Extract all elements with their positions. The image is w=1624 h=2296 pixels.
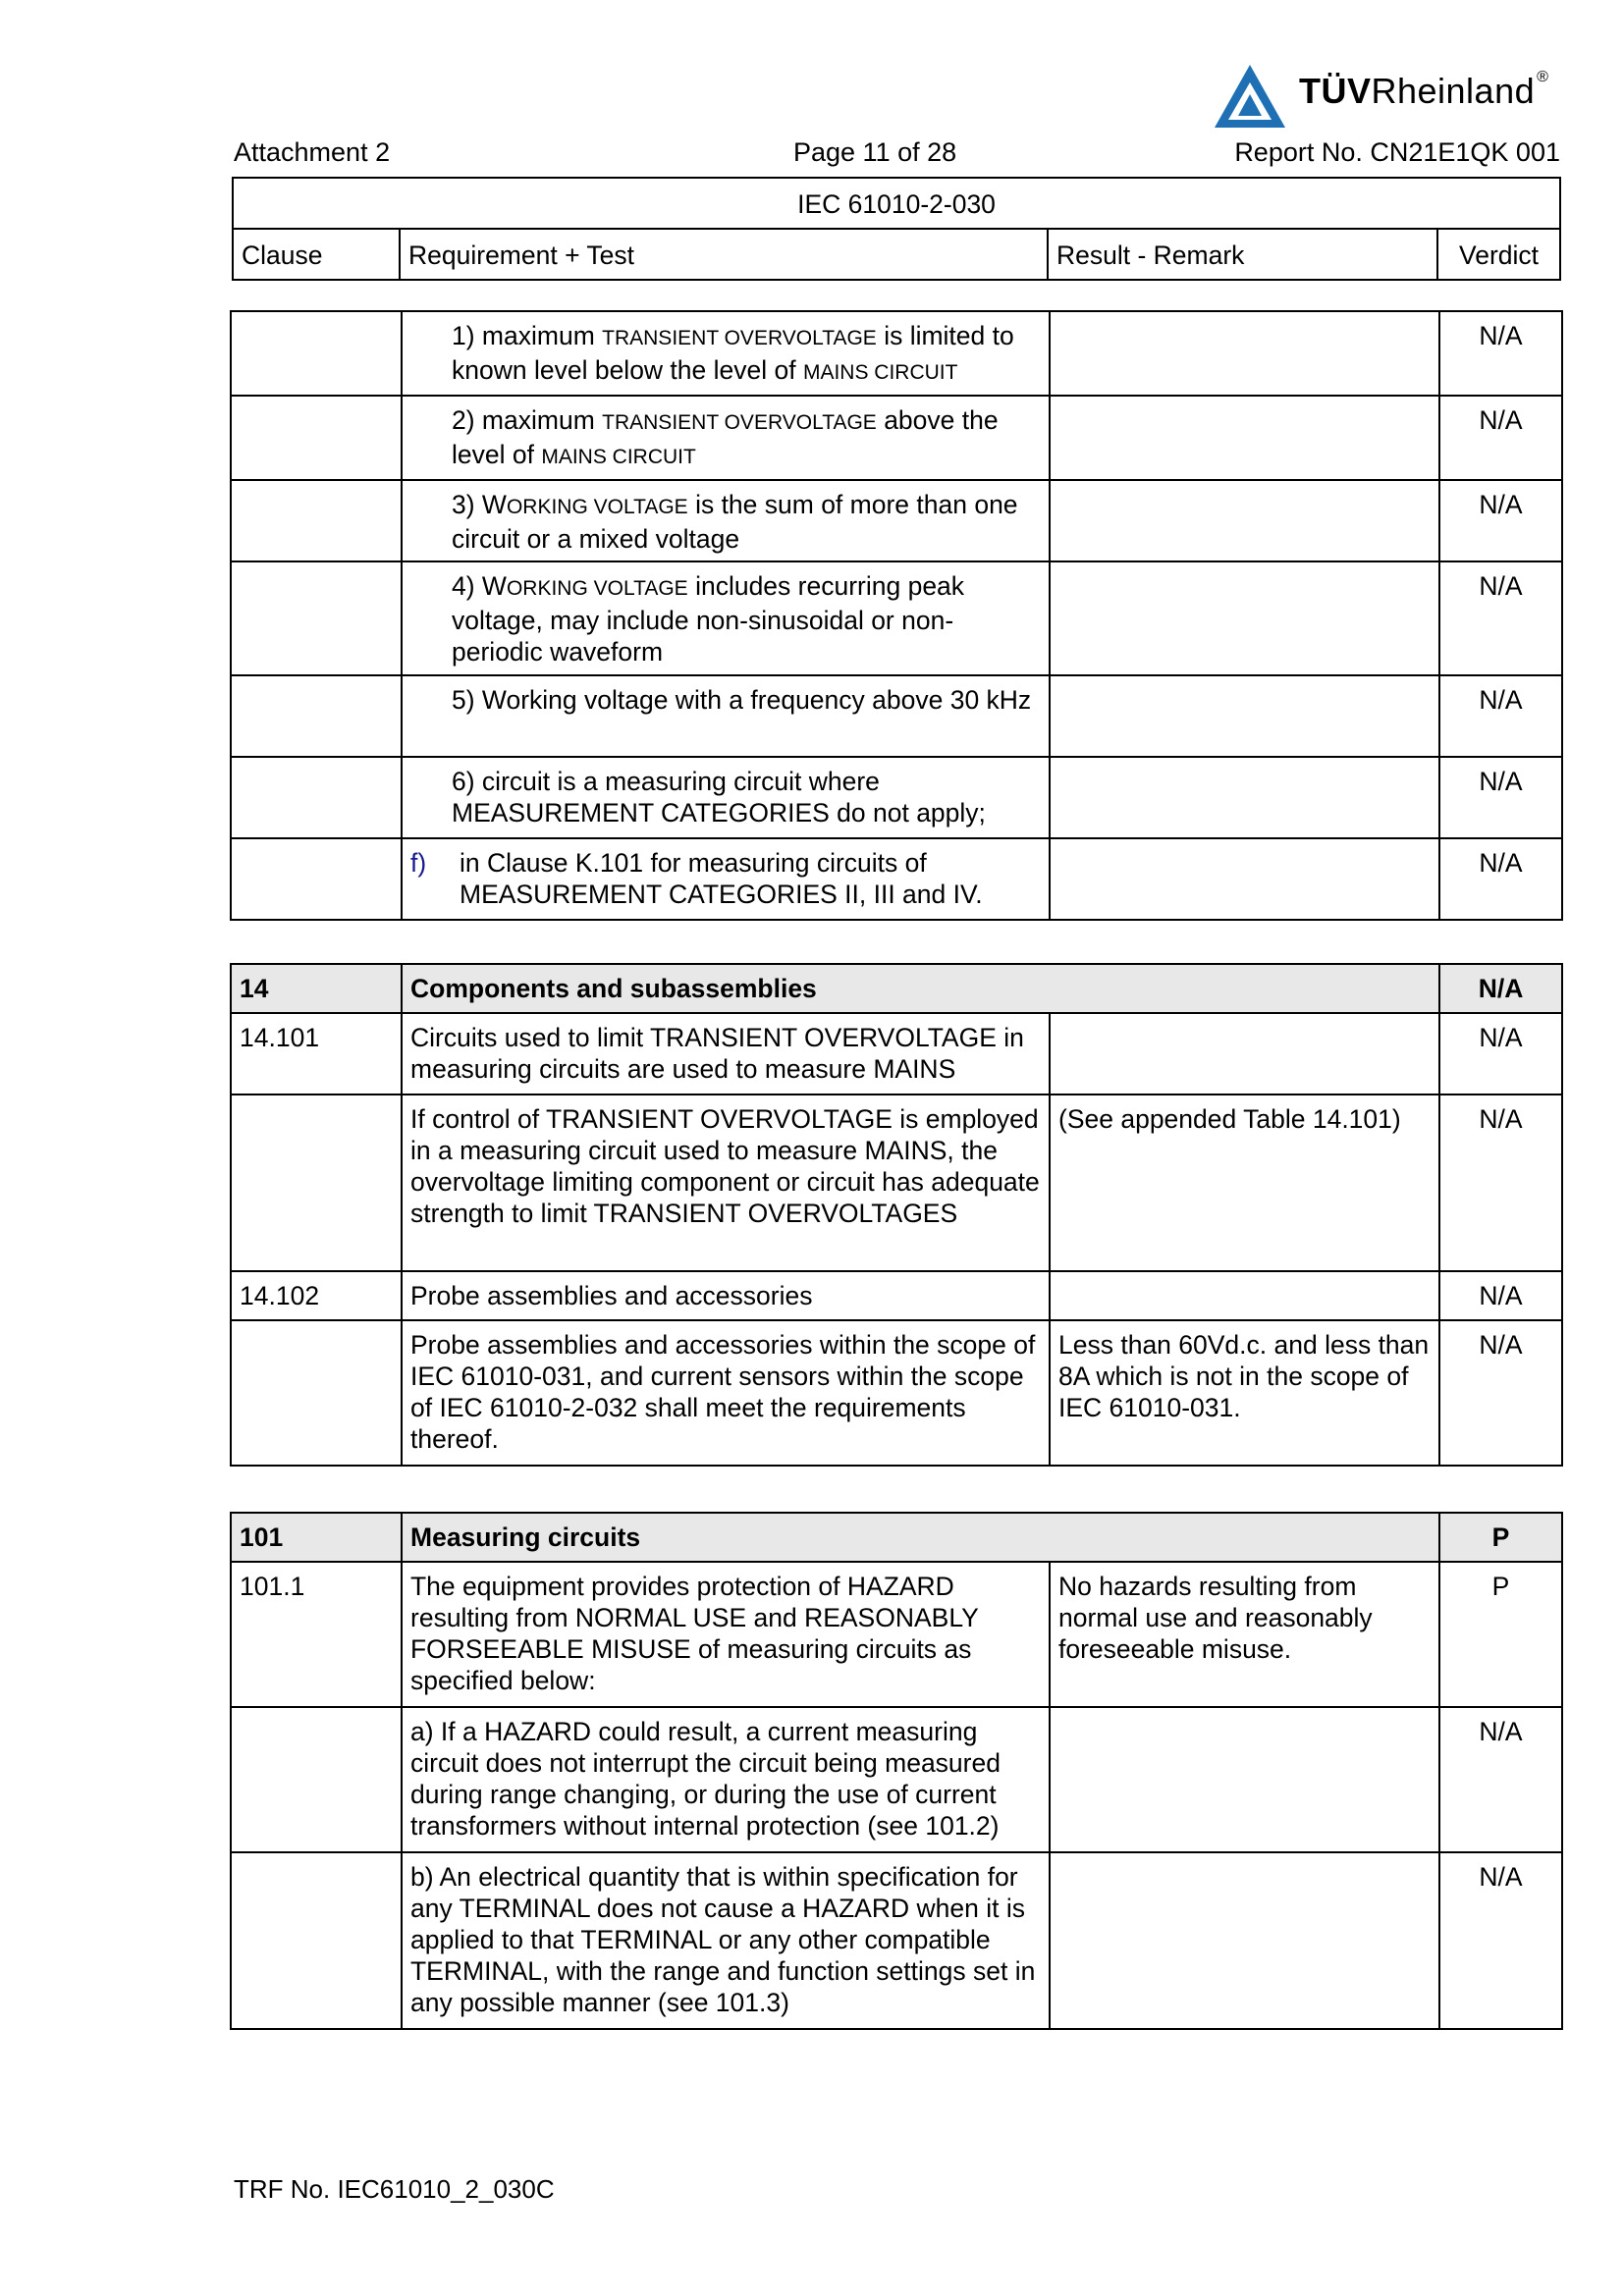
clause-cell [231, 1852, 402, 2029]
verdict-cell: N/A [1439, 561, 1562, 675]
section-title: Measuring circuits [402, 1513, 1439, 1562]
list-marker: f) [410, 848, 427, 878]
verdict-cell: N/A [1439, 1707, 1562, 1852]
verdict-cell: N/A [1439, 675, 1562, 757]
result-cell [1050, 1707, 1439, 1852]
result-cell [1050, 311, 1439, 396]
clause-cell [231, 480, 402, 561]
clause-cell [231, 1707, 402, 1852]
result-cell: No hazards resulting from normal use and reasonably foreseeable misuse. [1050, 1562, 1439, 1707]
requirement-cell: 2) maximum TRANSIENT OVERVOLTAGE above the level of MAINS CIRCUIT [402, 396, 1050, 480]
table-row [231, 1562, 1562, 1707]
clause-cell [231, 561, 402, 675]
clause-cell [231, 1095, 402, 1271]
section-title: Components and subassemblies [402, 964, 1439, 1013]
verdict-cell: N/A [1439, 838, 1562, 920]
verdict-cell: N/A [1439, 396, 1562, 480]
result-cell [1050, 480, 1439, 561]
section-verdict: N/A [1439, 964, 1562, 1013]
verdict-cell: N/A [1439, 1320, 1562, 1466]
table-row [231, 1013, 1562, 1095]
section-14-table [230, 963, 1563, 1467]
table-row [231, 1271, 1562, 1320]
result-cell [1050, 675, 1439, 757]
result-cell [1050, 396, 1439, 480]
requirement-text: in Clause K.101 for measuring circuits of MEASUREMENT CATEGORIES II, III and IV. [460, 848, 983, 909]
report-number: Report No. CN21E1QK 001 [1234, 137, 1560, 167]
col-verdict: Verdict [1437, 229, 1560, 280]
requirement-cell: 5) Working voltage with a frequency above 30 kHz [402, 675, 1050, 757]
clause-cell [231, 757, 402, 838]
requirement-cell: 6) circuit is a measuring circuit where MEASUREMENT CATEGORIES do not apply; [402, 757, 1050, 838]
result-cell [1050, 1271, 1439, 1320]
section-heading-row [231, 1513, 1562, 1562]
clause-cell [231, 396, 402, 480]
result-cell [1050, 1013, 1439, 1095]
requirement-cell [402, 838, 1050, 920]
section-heading-row [231, 964, 1562, 1013]
verdict-cell: N/A [1439, 1852, 1562, 2029]
requirement-cell: If control of TRANSIENT OVERVOLTAGE is employed in a measuring circuit used to measure MAINS, the overvoltage limiting component or circuit has adequate strength to limit TRANSIENT OVERVOLTAGES [402, 1095, 1050, 1271]
requirement-cell: Probe assemblies and accessories within the scope of IEC 61010-031, and current sensors within the scope of IEC 61010-2-032 shall meet the requirements thereof. [402, 1320, 1050, 1466]
section-clause: 101 [231, 1513, 402, 1562]
verdict-cell: N/A [1439, 480, 1562, 561]
table-row [231, 311, 1562, 396]
page-number: Page 11 of 28 [793, 137, 957, 167]
result-cell [1050, 838, 1439, 920]
table-row [231, 1095, 1562, 1271]
section-verdict: P [1439, 1513, 1562, 1562]
clause-cell: 14.101 [231, 1013, 402, 1095]
table-row [231, 675, 1562, 757]
requirement-cell: 3) WORKING VOLTAGE is the sum of more than one circuit or a mixed voltage [402, 480, 1050, 561]
table-row [231, 1707, 1562, 1852]
tuv-rheinland-logo [1215, 61, 1558, 132]
table-row [231, 396, 1562, 480]
requirement-cell: Circuits used to limit TRANSIENT OVERVOLTAGE in measuring circuits are used to measure MAINS [402, 1013, 1050, 1095]
result-cell: Less than 60Vd.c. and less than 8A which is not in the scope of IEC 61010-031. [1050, 1320, 1439, 1466]
verdict-cell: N/A [1439, 757, 1562, 838]
requirement-cell: Probe assemblies and accessories [402, 1271, 1050, 1320]
table-row [231, 480, 1562, 561]
col-requirement: Requirement + Test [400, 229, 1048, 280]
verdict-cell: N/A [1439, 1271, 1562, 1320]
verdict-cell: N/A [1439, 1013, 1562, 1095]
verdict-cell: N/A [1439, 311, 1562, 396]
attachment-label: Attachment 2 [234, 137, 391, 167]
logo-wordmark: TÜVRheinland ® [1299, 69, 1549, 111]
result-cell [1050, 561, 1439, 675]
col-clause: Clause [233, 229, 400, 280]
requirement-cell: 4) WORKING VOLTAGE includes recurring peak voltage, may include non-sinusoidal or non-periodic waveform [402, 561, 1050, 675]
clause-cell [231, 1320, 402, 1466]
clause-cell [231, 838, 402, 920]
clause-cell [231, 675, 402, 757]
result-cell: (See appended Table 14.101) [1050, 1095, 1439, 1271]
clause-cell: 14.102 [231, 1271, 402, 1320]
table-row [231, 838, 1562, 920]
clause-cell [231, 311, 402, 396]
standard-title: IEC 61010-2-030 [233, 178, 1560, 229]
requirement-cell: The equipment provides protection of HAZARD resulting from NORMAL USE and REASONABLY FORSEEABLE MISUSE of measuring circuits as specified below: [402, 1562, 1050, 1707]
verdict-cell: P [1439, 1562, 1562, 1707]
requirement-cell: 1) maximum TRANSIENT OVERVOLTAGE is limited to known level below the level of MAINS CIRCUIT [402, 311, 1050, 396]
table-row [231, 1852, 1562, 2029]
clause-cell: 101.1 [231, 1562, 402, 1707]
table-row [231, 757, 1562, 838]
column-header-table [232, 177, 1561, 281]
table-row [231, 1320, 1562, 1466]
col-result: Result - Remark [1048, 229, 1437, 280]
triangle-logo-icon [1215, 61, 1293, 132]
result-cell [1050, 1852, 1439, 2029]
table-row [231, 561, 1562, 675]
section-clause: 14 [231, 964, 402, 1013]
requirement-cell: a) If a HAZARD could result, a current measuring circuit does not interrupt the circuit being measured during range changing, or during the use of current transformers without internal protection (see 101.2) [402, 1707, 1050, 1852]
trf-number: TRF No. IEC61010_2_030C [234, 2174, 555, 2204]
section-101-table [230, 1512, 1563, 2030]
result-cell [1050, 757, 1439, 838]
requirement-cell: b) An electrical quantity that is within specification for any TERMINAL does not cause a HAZARD when it is applied to that TERMINAL or any other compatible TERMINAL, with the range and function settings set in any possible manner (see 101.3) [402, 1852, 1050, 2029]
verdict-cell: N/A [1439, 1095, 1562, 1271]
continuation-table [230, 310, 1563, 921]
